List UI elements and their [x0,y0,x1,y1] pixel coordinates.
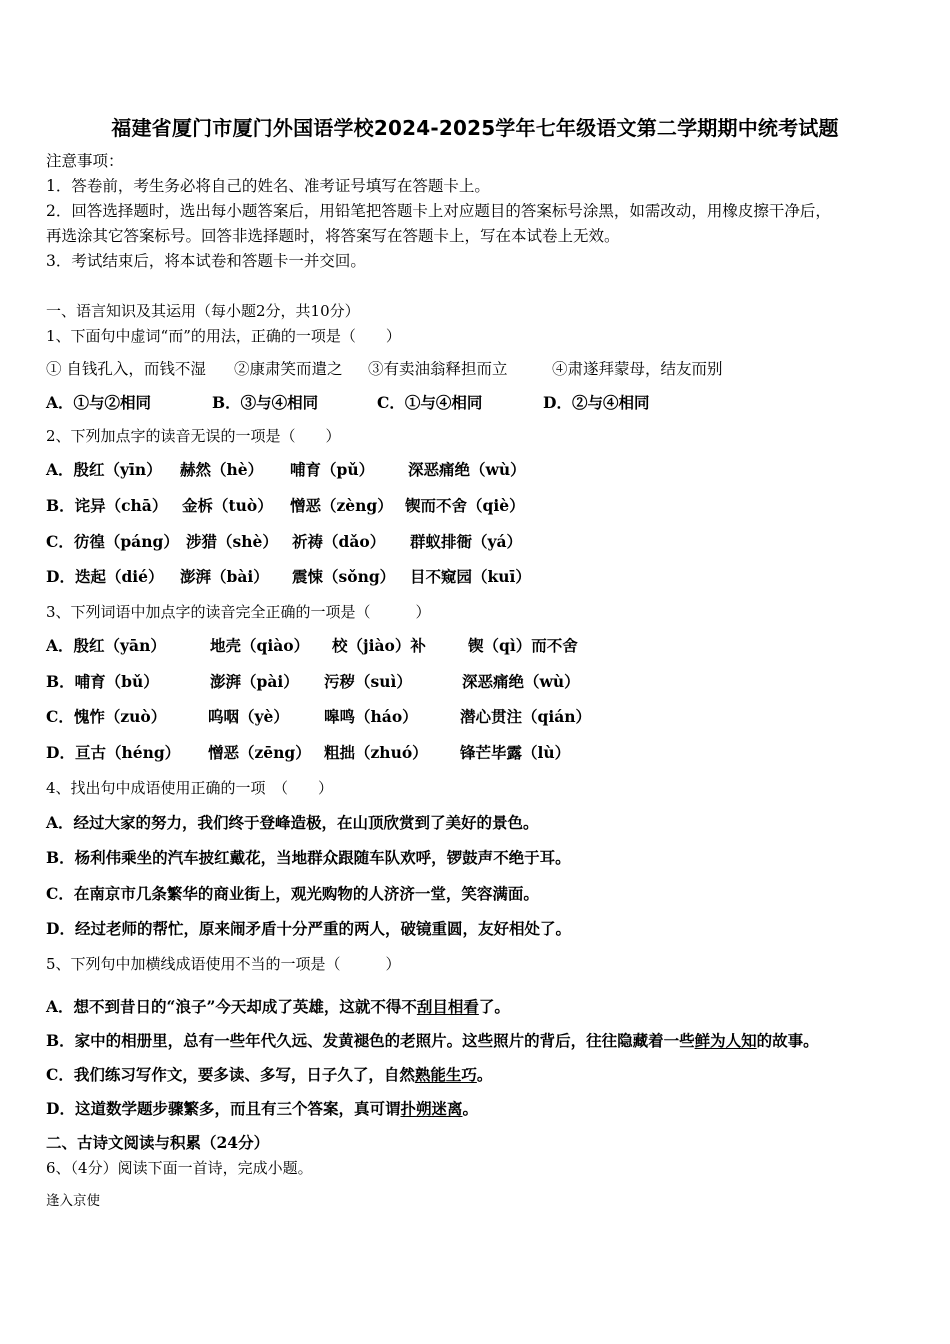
option-item: 锋芒毕露（lù） [460,743,571,762]
underlined-idiom: 鲜为人知 [694,1031,757,1050]
notice-item: 2．回答选择题时，选出每小题答案后，用铅笔把答题卡上对应题目的答案标号涂黑，如需改动，用橡皮擦干净后， [46,202,831,220]
option-item: D．亘古（héng） [46,743,181,762]
question-stem: 3、下列词语中加点字的读音完全正确的一项是（ ） [46,603,431,621]
option[interactable]: C．在南京市几条繁华的商业街上，观光购物的人济济一堂，笑容满面。 [46,884,539,903]
option-text: D．这道数学题步骤繁多，而且有三个答案，真可谓 [46,1099,401,1118]
option-item: C．彷徨（páng） [46,532,179,551]
option-item: 锲而不舍（qiè） [405,496,525,515]
option-item: 哺育（pǔ） [290,460,375,479]
option[interactable] [46,1064,906,1086]
option-item: B．诧异（chā） [46,496,168,515]
q2-option-row[interactable] [46,531,906,553]
option-item: C．愧怍（zuò） [46,707,167,726]
option[interactable]: D．②与④相同 [543,393,650,412]
q2-option-row[interactable] [46,495,906,517]
option-item: 粗拙（zhuó） [324,743,428,762]
q3-option-row[interactable] [46,671,906,693]
option-item: D．迭起（dié） [46,567,164,586]
notice-item: 3．考试结束后，将本试卷和答题卡一并交回。 [46,252,366,270]
option-text: 的故事。 [756,1031,819,1050]
q1-sentences [46,358,906,380]
notice-item: 1．答卷前，考生务必将自己的姓名、准考证号填写在答题卡上。 [46,177,490,195]
question-stem: 5、下列句中加横线成语使用不当的一项是（ ） [46,955,401,973]
q2-option-row[interactable] [46,566,906,588]
underlined-idiom: 刮目相看 [416,997,479,1016]
option-item: 憎恶（zèng） [290,496,393,515]
option-item: 澎湃（bài） [180,567,269,586]
notice-item: 再选涂其它答案标号。回答非选择题时，将答案写在答题卡上，写在本试卷上无效。 [46,227,620,245]
option-text: 。 [462,1099,478,1118]
option-item: 涉猎（shè） [186,532,278,551]
q3-option-row[interactable] [46,635,906,657]
option-item: A．殷红（yān） [46,636,166,655]
option-item: 金柝（tuò） [182,496,273,515]
option-item: 赫然（hè） [180,460,264,479]
option-item: 嗥鸣（háo） [324,707,418,726]
poem-title: 逢入京使 [46,1193,100,1209]
option-item: 憎恶（zēng） [208,743,311,762]
question-stem: 2、下列加点字的读音无误的一项是（ ） [46,427,341,445]
option-item: 祈祷（dǎo） [292,532,386,551]
notice-heading: 注意事项： [46,152,124,170]
option-item: 呜咽（yè） [208,707,289,726]
underlined-idiom: 扑朔迷离 [400,1099,463,1118]
option-text: C．我们练习写作文，要多读、多写，日子久了，自然 [46,1065,415,1084]
q1-sentence: ③有卖油翁释担而立 [368,360,508,378]
option-item: 污秽（suì） [324,672,412,691]
underlined-idiom: 熟能生巧 [414,1065,477,1084]
q1-sentence: ① 自钱孔入，而钱不湿 [46,360,206,378]
option[interactable]: D．经过老师的帮忙，原来闹矛盾十分严重的两人，破镜重圆，友好相处了。 [46,919,571,938]
q3-option-row[interactable] [46,742,906,764]
section-heading: 一、语言知识及其运用（每小题2分，共10分） [46,302,360,320]
option-item: 地壳（qiào） [210,636,310,655]
question-stem: 4、找出句中成语使用正确的一项 （ ） [46,779,334,797]
option-item: B．哺育（bǔ） [46,672,159,691]
section-heading: 二、古诗文阅读与积累（24分） [46,1133,270,1152]
option-item: A．殷红（yīn） [46,460,162,479]
option-item: 潜心贯注（qián） [460,707,592,726]
option[interactable]: C．①与④相同 [377,393,483,412]
option-text: 了。 [478,997,510,1016]
option-text: B．家中的相册里，总有一些年代久远、发黄褪色的老照片。这些照片的背后，往往隐藏着一些 [46,1031,695,1050]
exam-title: 福建省厦门市厦门外国语学校2024-2025学年七年级语文第二学期期中统考试题 [111,116,839,140]
option[interactable] [46,1098,906,1120]
option-item: 锲（qì）而不舍 [468,636,578,655]
option-item: 深恶痛绝（wù） [462,672,580,691]
option[interactable]: B．杨利伟乘坐的汽车披红戴花，当地群众跟随车队欢呼，锣鼓声不绝于耳。 [46,848,571,867]
option-item: 澎湃（pài） [210,672,299,691]
question-stem: 6、（4分）阅读下面一首诗，完成小题。 [46,1159,313,1177]
option-item: 校（jiào）补 [332,636,426,655]
option-item: 目不窥园（kuī） [410,567,531,586]
q1-options [46,392,906,414]
q1-sentence: ④肃遂拜蒙母，结友而别 [552,360,723,378]
q2-option-row[interactable] [46,459,906,481]
option-text: A．想不到昔日的“浪子”今天却成了英雄，这就不得不 [46,997,417,1016]
option-item: 震悚（sǒng） [292,567,396,586]
question-stem: 1、下面句中虚词“而”的用法，正确的一项是（ ） [46,327,401,345]
option-item: 深恶痛绝（wù） [408,460,526,479]
option[interactable]: A．经过大家的努力，我们终于登峰造极，在山顶欣赏到了美好的景色。 [46,813,539,832]
q1-sentence: ②康肃笑而遣之 [234,360,343,378]
option[interactable]: A．①与②相同 [46,393,152,412]
option[interactable]: B．③与④相同 [212,393,319,412]
option-text: 。 [476,1065,493,1084]
q3-option-row[interactable] [46,706,906,728]
option[interactable] [46,996,906,1018]
option-item: 群蚁排衙（yá） [410,532,523,551]
option[interactable] [46,1030,906,1052]
